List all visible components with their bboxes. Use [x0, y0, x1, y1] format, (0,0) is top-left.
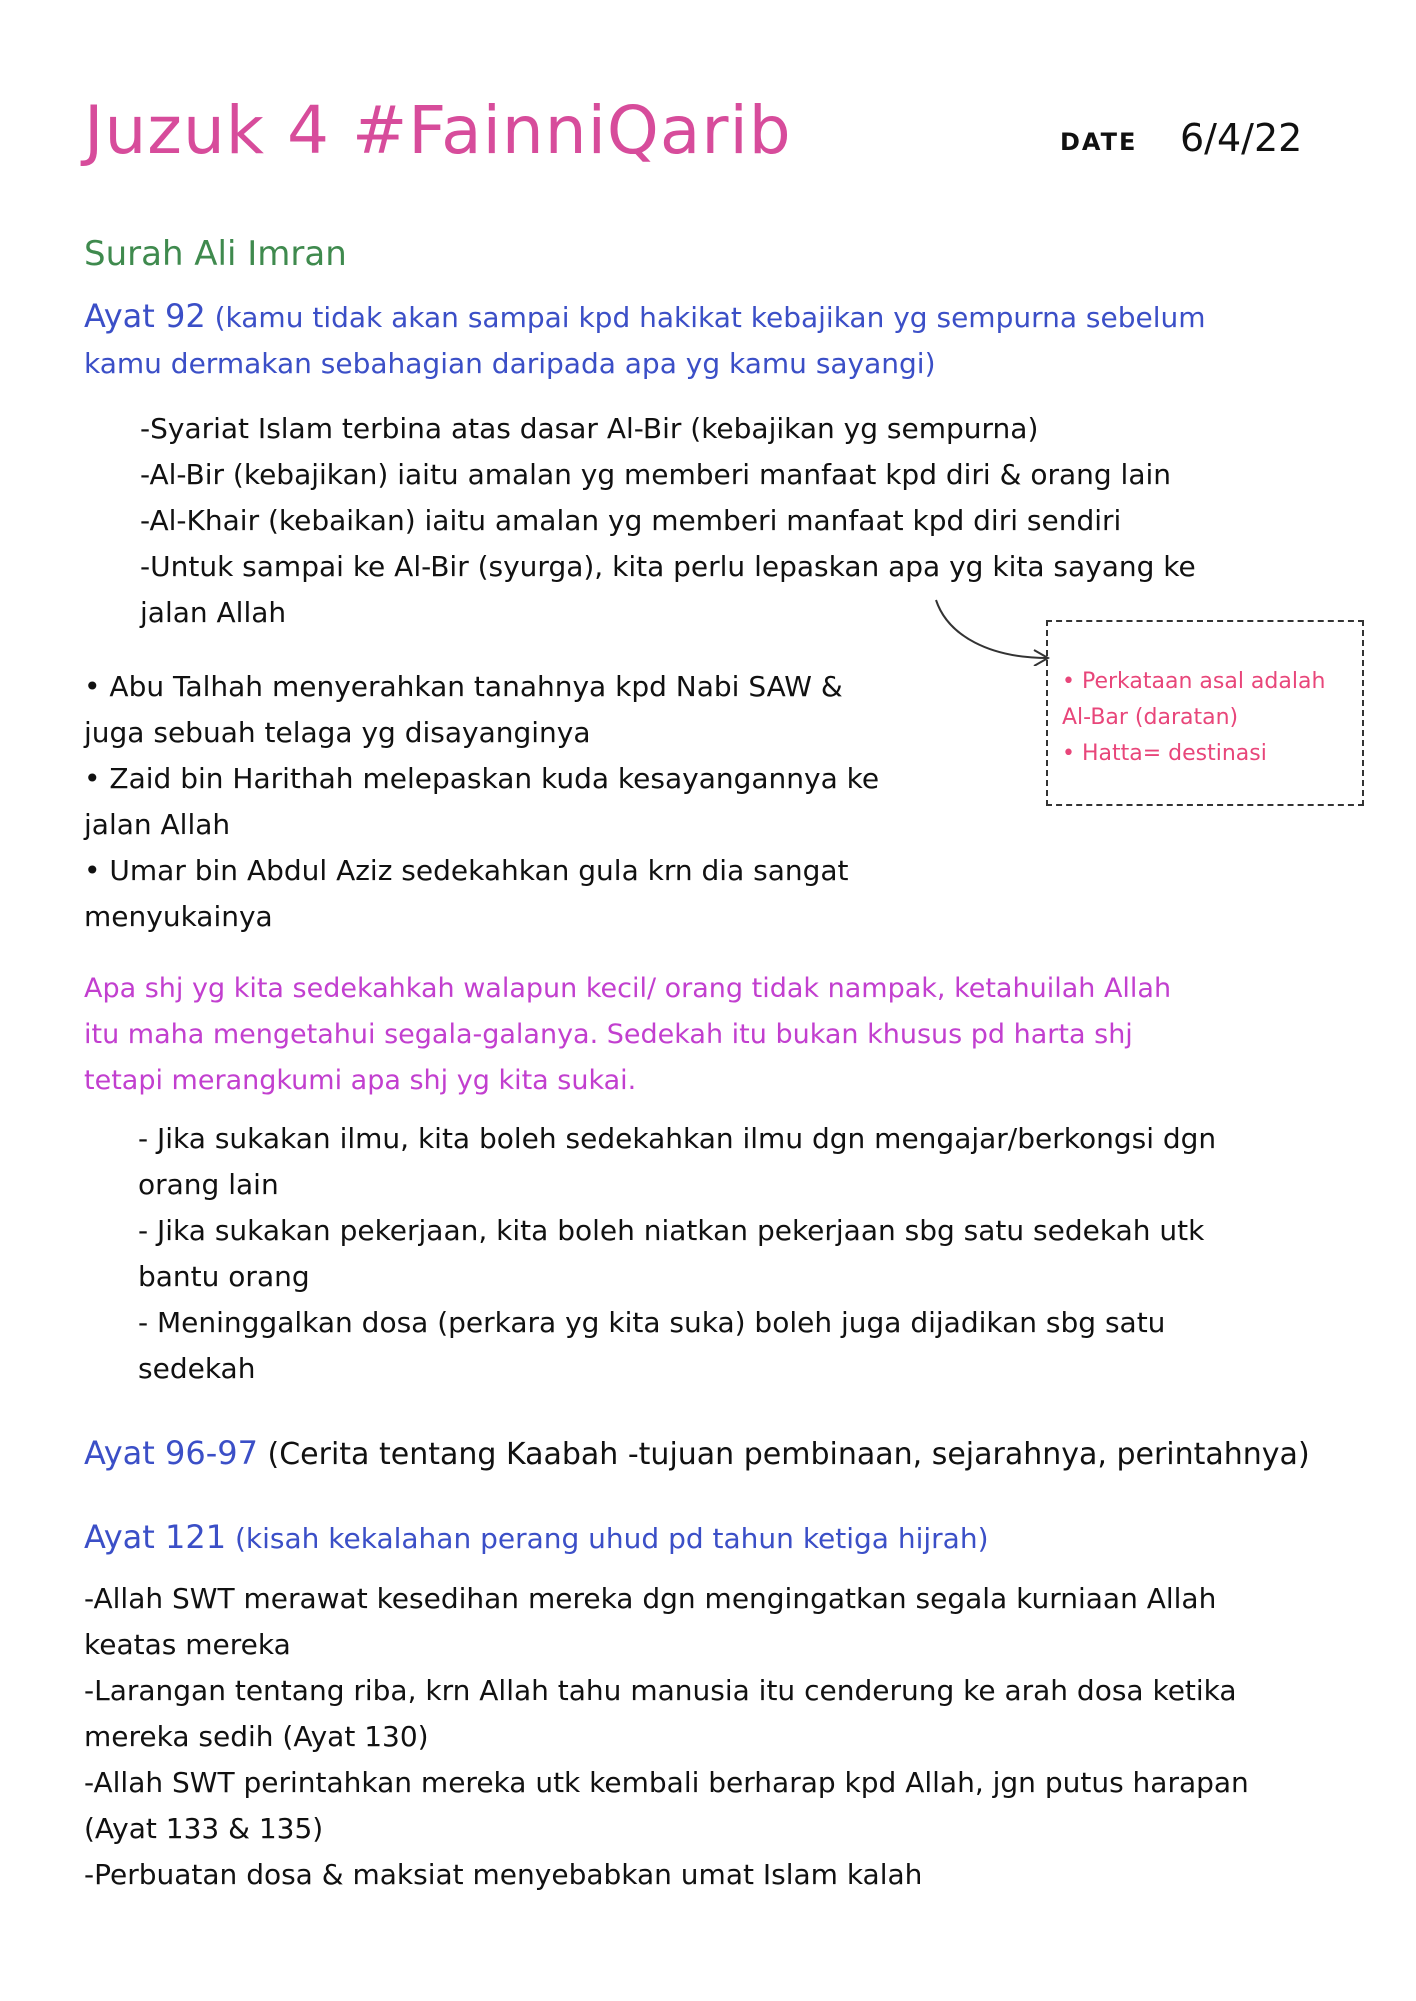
- list-item: - Jika sukakan pekerjaan, kita boleh niatkan pekerjaan sbg satu sedekah utk: [138, 1214, 1205, 1247]
- sukai-list: [138, 1116, 1216, 1392]
- list-item: orang lain: [138, 1168, 279, 1201]
- list-item: sedekah: [138, 1352, 256, 1385]
- list-item: bantu orang: [138, 1260, 310, 1293]
- list-item: juga sebuah telaga yg disayanginya: [84, 716, 591, 749]
- list-item: - Meninggalkan dosa (perkara yg kita suka) boleh juga dijadikan sbg satu: [138, 1306, 1166, 1339]
- list-item: -Allah SWT perintahkan mereka utk kembali berharap kpd Allah, jgn putus harapan: [84, 1766, 1249, 1799]
- list-item: -Al-Khair (kebaikan) iaitu amalan yg memberi manfaat kpd diri sendiri: [140, 504, 1122, 537]
- list-item: -Al-Bir (kebajikan) iaitu amalan yg memberi manfaat kpd diri & orang lain: [140, 458, 1172, 491]
- ayah-121-head: Ayat 121: [84, 1518, 227, 1556]
- date-label: DATE: [1060, 128, 1138, 156]
- ayah-96-section: [84, 1434, 1310, 1472]
- list-item: • Zaid bin Harithah melepaskan kuda kesayangannya ke: [84, 762, 880, 795]
- side-note-line: • Perkataan asal adalah: [1062, 669, 1326, 694]
- list-item: menyukainya: [84, 900, 273, 933]
- list-item: jalan Allah: [140, 596, 287, 629]
- list-item: (Ayat 133 & 135): [84, 1812, 324, 1845]
- paragraph-line: itu maha mengetahui segala-galanya. Sedekah itu bukan khusus pd harta shj: [84, 1019, 1133, 1050]
- side-note-line: Al-Bar (daratan): [1062, 705, 1239, 730]
- ayah-96-head: Ayat 96-97: [84, 1434, 258, 1472]
- examples-list: [84, 664, 879, 940]
- uhud-list: [84, 1576, 1249, 1898]
- page-title: Juzuk 4 #FainniQarib: [84, 92, 792, 169]
- sedekah-paragraph: [84, 966, 1171, 1104]
- list-item: -Larangan tentang riba, krn Allah tahu manusia itu cenderung ke arah dosa ketika: [84, 1674, 1237, 1707]
- ayah-121-desc: (kisah kekalahan perang uhud pd tahun ketiga hijrah): [234, 1522, 989, 1555]
- side-note-line: • Hatta= destinasi: [1062, 741, 1267, 766]
- list-item: mereka sedih (Ayat 130): [84, 1720, 429, 1753]
- ayah-92-section: [84, 293, 1206, 387]
- list-item: - Jika sukakan ilmu, kita boleh sedekahkan ilmu dgn mengajar/berkongsi dgn: [138, 1122, 1217, 1155]
- list-item: -Syariat Islam terbina atas dasar Al-Bir (kebajikan yg sempurna): [140, 412, 1039, 445]
- arrow-icon: [930, 596, 1060, 666]
- ayah-92-desc-1: (kamu tidak akan sampai kpd hakikat kebajikan yg sempurna sebelum: [214, 301, 1206, 334]
- ayah-92-head: Ayat 92: [84, 297, 206, 335]
- list-item: jalan Allah: [84, 808, 231, 841]
- paragraph-line: tetapi merangkumi apa shj yg kita sukai.: [84, 1065, 637, 1096]
- date-value: 6/4/22: [1180, 116, 1303, 160]
- paragraph-line: Apa shj yg kita sedekahkah walapun kecil/ orang tidak nampak, ketahuilah Allah: [84, 973, 1172, 1004]
- list-item: keatas mereka: [84, 1628, 291, 1661]
- ayah-92-line-1: [84, 293, 1206, 341]
- list-item: -Perbuatan dosa & maksiat menyebabkan umat Islam kalah: [84, 1858, 923, 1891]
- list-item: • Umar bin Abdul Aziz sedekahkan gula krn dia sangat: [84, 854, 849, 887]
- ayah-96-desc: (Cerita tentang Kaabah -tujuan pembinaan, sejarahnya, perintahnya): [267, 1437, 1310, 1472]
- list-item: -Allah SWT merawat kesedihan mereka dgn mengingatkan segala kurniaan Allah: [84, 1582, 1217, 1615]
- list-item: • Abu Talhah menyerahkan tanahnya kpd Nabi SAW &: [84, 670, 843, 703]
- list-item: -Untuk sampai ke Al-Bir (syurga), kita perlu lepaskan apa yg kita sayang ke: [140, 550, 1196, 583]
- surah-heading: Surah Ali Imran: [84, 234, 347, 274]
- side-note-box: [1046, 620, 1364, 806]
- ayah-92-desc-2: kamu dermakan sebahagian daripada apa yg kamu sayangi): [84, 347, 936, 380]
- ayah-121-section: [84, 1518, 989, 1556]
